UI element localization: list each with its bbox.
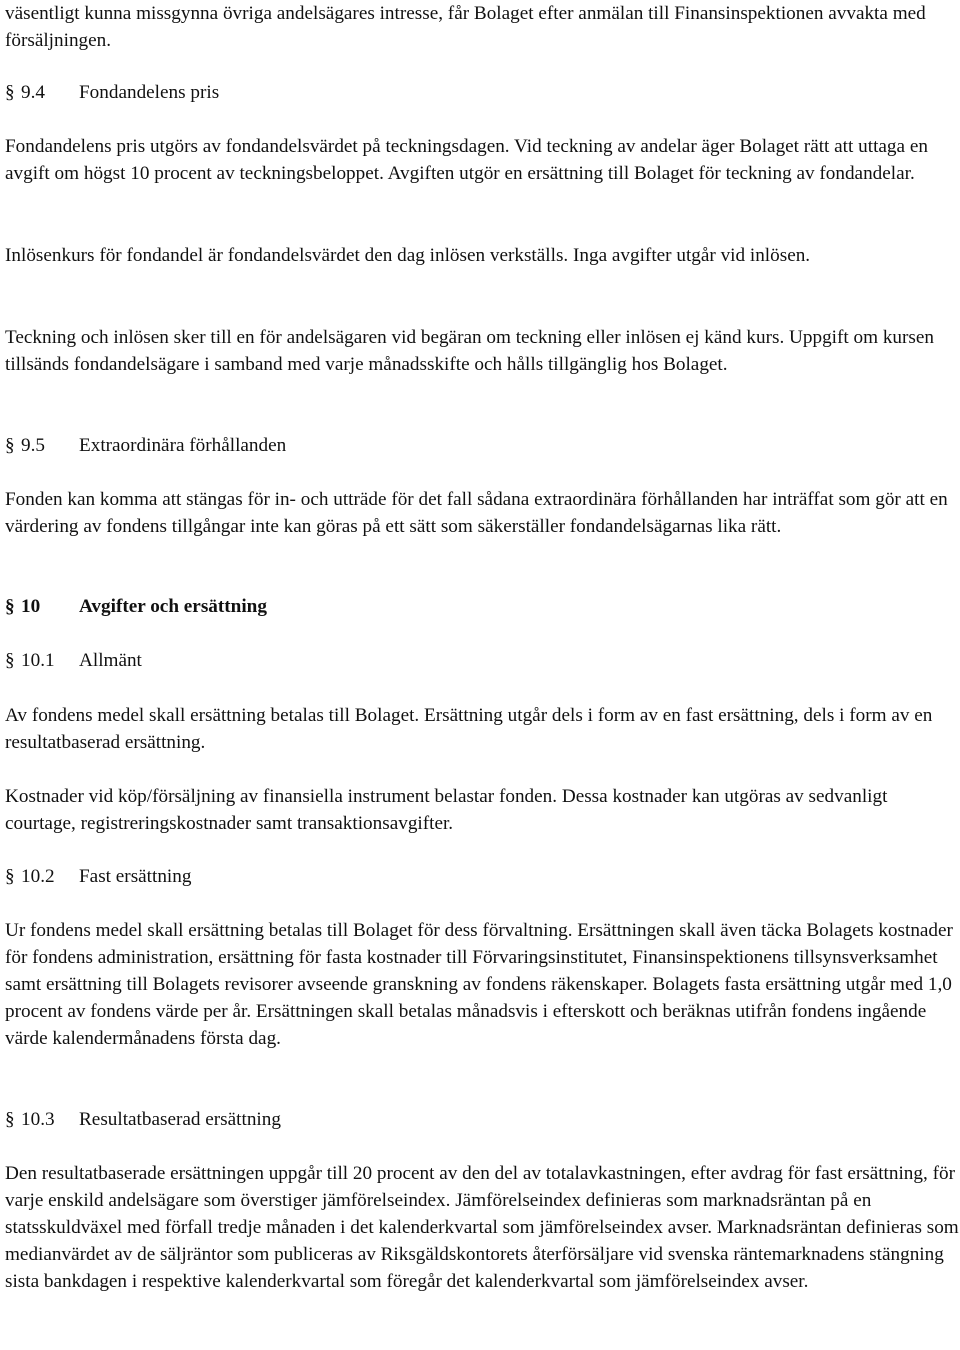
section-title: Extraordinära förhållanden xyxy=(79,435,287,456)
section-symbol: § xyxy=(5,1109,15,1130)
section-number: 10 xyxy=(21,596,41,617)
paragraph-9-4-2: Inlösenkurs för fondandel är fondandelsvärdet den dag inlösen verkställs. Inga avgifter utgår vid inlösen. xyxy=(5,245,811,266)
section-symbol: § xyxy=(5,650,15,671)
paragraph-9-4-1: Fondandelens pris utgörs av fondandelsvärdet på teckningsdagen. Vid teckning av andelar äger Bolaget rätt att uttaga en avgift om högst 10 procent av teckningsbeloppet. Avgiften utgör en ersättning till Bolaget för teckning av fondandelar. xyxy=(5,136,928,184)
section-symbol: § xyxy=(5,866,15,887)
section-number: 10.1 xyxy=(21,650,55,671)
section-title: Fondandelens pris xyxy=(79,82,220,103)
section-number: 9.5 xyxy=(21,435,45,456)
heading-10 xyxy=(5,593,267,620)
paragraph-10-3-1: Den resultatbaserade ersättningen uppgår till 20 procent av den del av totalavkastningen, efter avdrag för fast ersättning, för varje enskild andelsägare som överstiger jämförelseindex. Jämförelseindex definieras som marknadsräntan på en statsskuldväxel med förfall tredje månaden i det kalenderkvartal som jämförelseindex avser. Marknadsräntan definieras som medianvärdet av de säljräntor som publiceras av Riksgäldskontorets återförsäljare vid svenska räntemarknadens stängning sista bankdagen i respektive kalenderkvartal som föregår det kalenderkvartal som jämförelseindex avser. xyxy=(5,1163,959,1292)
section-symbol: § xyxy=(5,596,15,617)
paragraph-10-2-1: Ur fondens medel skall ersättning betalas till Bolaget för dess förvaltning. Ersättningen skall även täcka Bolagets kostnader för fondens administration, ersättning för fasta kostnader till Förvaringsinstitutet, Finansinspektionens tillsynsverksamhet samt ersättning till Bolagets revisorer avseende granskning av fondens räkenskaper. Bolagets fasta ersättning utgår med 1,0 procent av fondens värde per år. Ersättningen skall betalas månadsvis i efterskott och beräknas utifrån fondens ingående värde kalendermånadens första dag. xyxy=(5,920,953,1049)
paragraph-9-5-1: Fonden kan komma att stängas för in- och utträde för det fall sådana extraordinära förhållanden har inträffat som gör att en värdering av fondens tillgångar inte kan göras på ett sätt som säkerställer fondandelsägarnas lika rätt. xyxy=(5,489,948,537)
paragraph-intro: väsentligt kunna missgynna övriga andelsägares intresse, får Bolaget efter anmälan till Finansinspektionen avvakta med försäljningen. xyxy=(5,3,926,51)
paragraph-10-1-2: Kostnader vid köp/försäljning av finansiella instrument belastar fonden. Dessa kostnader kan utgöras av sedvanligt courtage, registreringskostnader samt transaktionsavgifter. xyxy=(5,786,888,834)
section-symbol: § xyxy=(5,435,15,456)
section-title: Resultatbaserad ersättning xyxy=(79,1109,281,1130)
section-number: 10.2 xyxy=(21,866,55,887)
section-title: Fast ersättning xyxy=(79,866,192,887)
paragraph-10-1-1: Av fondens medel skall ersättning betalas till Bolaget. Ersättning utgår dels i form av en fast ersättning, dels i form av en resultatbaserad ersättning. xyxy=(5,705,933,753)
heading-9-4 xyxy=(5,79,219,106)
heading-10-2 xyxy=(5,863,191,890)
section-number: 10.3 xyxy=(21,1109,55,1130)
heading-9-5 xyxy=(5,432,286,459)
section-title: Allmänt xyxy=(79,650,142,671)
heading-10-3 xyxy=(5,1106,281,1133)
section-symbol: § xyxy=(5,82,15,103)
section-title: Avgifter och ersättning xyxy=(79,596,267,617)
heading-10-1 xyxy=(5,647,142,674)
paragraph-9-4-3: Teckning och inlösen sker till en för andelsägaren vid begäran om teckning eller inlösen ej känd kurs. Uppgift om kursen tillsänds fondandelsägare i samband med varje månadsskifte och hålls tillgänglig hos Bolaget. xyxy=(5,327,934,375)
section-number: 9.4 xyxy=(21,82,45,103)
